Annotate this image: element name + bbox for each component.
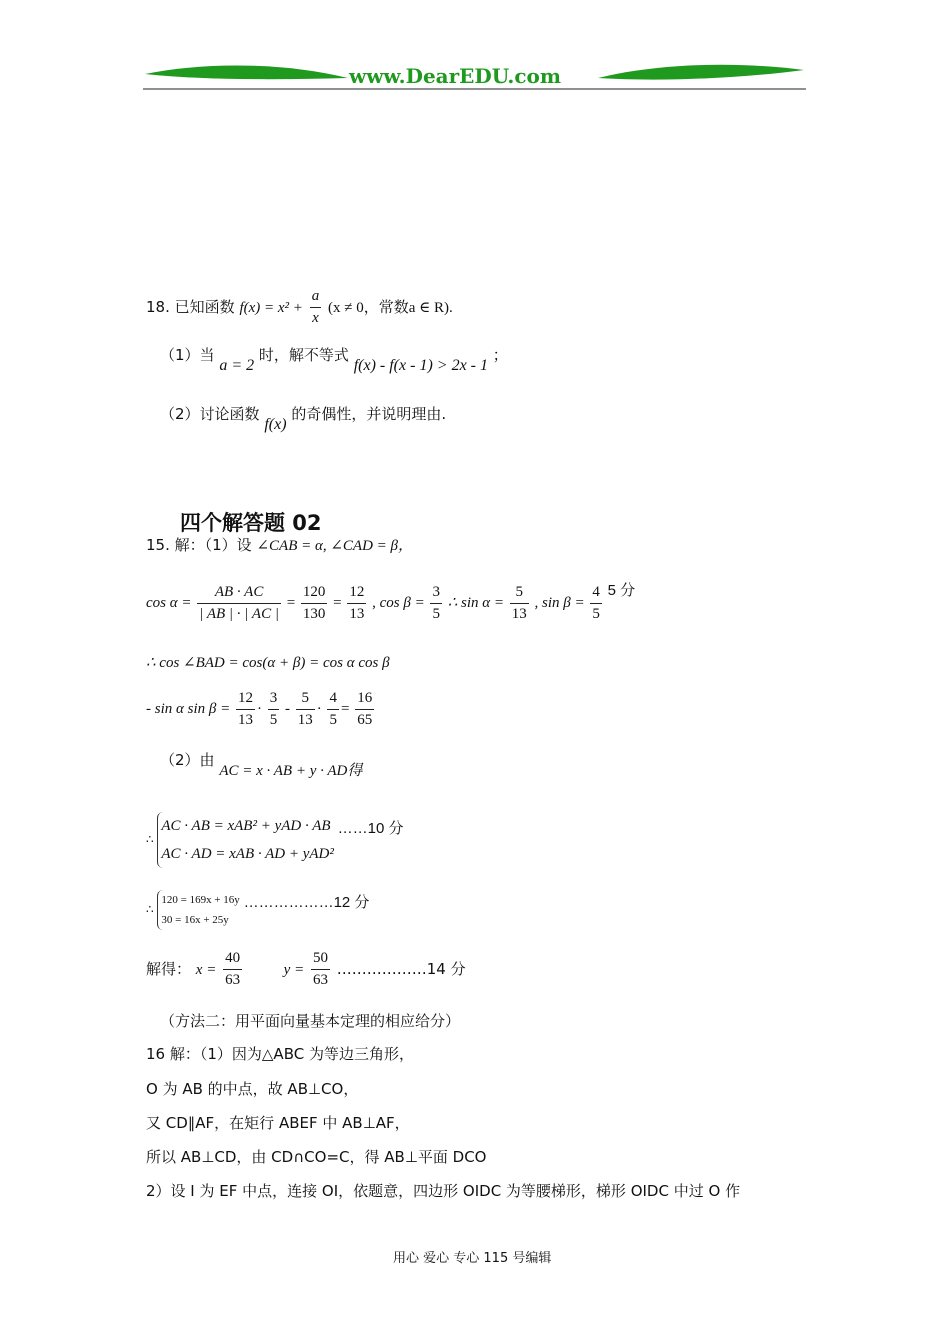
s15-sin-alpha: ∴ sin α = <box>447 594 505 611</box>
s15-eq1: = <box>286 594 296 611</box>
q18-frac-den: x <box>312 310 319 326</box>
q18-part1-end: ； <box>492 346 508 364</box>
site-logo-text: www.DearEDU.com <box>349 64 562 88</box>
s15-angles: ∠CAB = α, ∠CAD = β， <box>256 538 414 554</box>
q18-part1-inequality: f(x) - f(x - 1) > 2x - 1 <box>353 357 488 374</box>
frac-num: 16 <box>355 688 374 710</box>
frac-den: 63 <box>312 972 328 988</box>
s15-score-14: ………………14 分 <box>336 960 466 978</box>
q18-fraction <box>310 286 322 329</box>
frac <box>268 688 280 731</box>
frac-den: 63 <box>225 972 241 988</box>
q18-part2-text: 的奇偶性，并说明理由. <box>291 405 447 423</box>
s15-cos-line <box>146 582 635 625</box>
q18-part1-cond: a = 2 <box>219 357 255 374</box>
s15-y-frac <box>311 948 330 991</box>
s15-eq2: = <box>333 594 342 611</box>
section-title: 四个解答题 02 <box>180 511 322 535</box>
frac-den: 65 <box>357 712 373 728</box>
s15-solution-line <box>146 948 466 991</box>
frac <box>236 688 255 731</box>
frac-num: 50 <box>311 948 330 970</box>
frac-num: 12 <box>236 688 255 710</box>
s15-part2 <box>160 749 363 779</box>
s16-line2: O 为 AB 的中点，故 AB⊥CO， <box>146 1080 359 1098</box>
minus-sign: - <box>284 700 290 717</box>
frac <box>327 688 339 731</box>
s15-head-line <box>146 534 413 555</box>
s15-cos-beta: , cos β = <box>372 594 425 611</box>
q18-stem-text: 已知函数 <box>174 298 235 316</box>
q18-number: 18. <box>146 298 170 316</box>
frac-num: 4 <box>327 688 339 710</box>
frac-num: 4 <box>590 582 602 604</box>
s15-system2 <box>146 890 369 930</box>
s15-method2: （方法二：用平面向量基本定理的相应给分） <box>160 1012 461 1030</box>
frac-num: 3 <box>268 688 280 710</box>
s15-cos-frac-den: | AB | · | AC | <box>199 606 279 622</box>
s15-score-12: ………………12 分 <box>243 894 370 912</box>
q18-part1 <box>160 344 508 374</box>
frac-den: 5 <box>432 606 440 622</box>
q18-part2-func: f(x) <box>264 416 287 433</box>
frac-num: 5 <box>510 582 529 604</box>
q18-condition: (x ≠ 0，常数a ∈ R). <box>327 300 453 316</box>
s15-frac-120-130 <box>301 582 328 625</box>
q18-part2-label: （2）讨论函数 <box>160 405 260 423</box>
s15-system2-eq2: 30 = 16x + 25y <box>161 914 229 926</box>
s15-head: 15. 解：（1）设 <box>146 536 252 554</box>
frac-den: 13 <box>297 712 313 728</box>
frac-num: 3 <box>430 582 442 604</box>
s15-y-eq: y = <box>283 962 305 978</box>
q18-part2 <box>160 403 447 433</box>
frac <box>355 688 374 731</box>
s15-frac-12-13 <box>347 582 366 625</box>
s15-part2-equation: AC = x · AB + y · AD得 <box>219 763 363 779</box>
frac-den: 5 <box>592 606 600 622</box>
footer-text: 用心 爱心 专心 115 号编辑 <box>393 1251 552 1266</box>
s15-system2-brace <box>157 890 239 930</box>
frac-den: 13 <box>349 606 365 622</box>
s15-frac-3-5 <box>430 582 442 625</box>
s15-system1 <box>146 812 404 868</box>
q18-part1-label: （1）当 <box>160 346 215 364</box>
frac-num: 40 <box>223 948 242 970</box>
frac-den: 5 <box>269 712 278 728</box>
s15-score-5: 5 分 <box>607 581 636 599</box>
s15-cos-fraction <box>197 582 281 625</box>
s16-line3: 又 CD∥AF，在矩行 ABEF 中 AB⊥AF， <box>146 1114 410 1132</box>
s15-cos-alpha: cos α = <box>146 594 192 611</box>
q18-formula: f(x) = x² + <box>239 300 303 316</box>
s15-sin-beta: , sin β = <box>534 594 585 611</box>
s15-solve-label: 解得： <box>146 960 192 978</box>
s15-cos-bad: ∴ cos ∠BAD = cos(α + β) = cos α cos β <box>146 655 390 671</box>
s15-cos-frac-num: AB · AC <box>197 582 281 604</box>
q18-frac-num: a <box>310 286 322 308</box>
q18-stem <box>146 286 453 329</box>
s16-line4: 所以 AB⊥CD，由 CD∩CO=C，得 AB⊥平面 DCO <box>146 1148 487 1166</box>
s15-system2-eq1: 120 = 169x + 16y <box>161 894 240 906</box>
q18-part1-text: 时，解不等式 <box>258 346 349 364</box>
s15-part2-label: （2）由 <box>160 751 215 769</box>
therefore-symbol: ∴ <box>146 832 154 847</box>
s15-sin-product: - sin α sin β = <box>146 700 231 717</box>
s15-x-frac <box>223 948 242 991</box>
therefore-symbol: ∴ <box>146 902 154 917</box>
frac-num: 5 <box>296 688 315 710</box>
s15-system1-eq2: AC · AD = xAB · AD + yAD² <box>161 846 334 862</box>
frac-den: 13 <box>511 606 527 622</box>
frac-den: 5 <box>329 712 337 728</box>
header-banner <box>143 58 806 94</box>
s15-score-10: ……10 分 <box>337 820 404 838</box>
frac-num: 120 <box>301 582 328 604</box>
frac-den: 130 <box>302 606 326 622</box>
s15-x-eq: x = <box>195 962 217 978</box>
frac-num: 12 <box>347 582 366 604</box>
frac-den: 13 <box>237 712 253 728</box>
s16-line5: 2）设 I 为 EF 中点，连接 OI，依题意，四边形 OIDC 为等腰梯形，梯形 OIDC 中过 O 作 <box>146 1182 741 1200</box>
s15-frac-4-5 <box>590 582 602 625</box>
s15-system1-eq1: AC · AB = xAB² + yAD · AB <box>161 818 331 834</box>
s16-line1: 16 解：（1）因为△ABC 为等边三角形， <box>146 1045 414 1063</box>
s15-frac-5-13 <box>510 582 529 625</box>
s15-system1-brace <box>157 812 334 868</box>
frac <box>296 688 315 731</box>
s15-product-line: - sin α sin β = $\frac{12}{13}$ · $\frac{3}{5}$ - $\frac{5}{13}$ · $\frac{4}{5}$ = $\frac{16}{65}$ <box>146 688 376 731</box>
